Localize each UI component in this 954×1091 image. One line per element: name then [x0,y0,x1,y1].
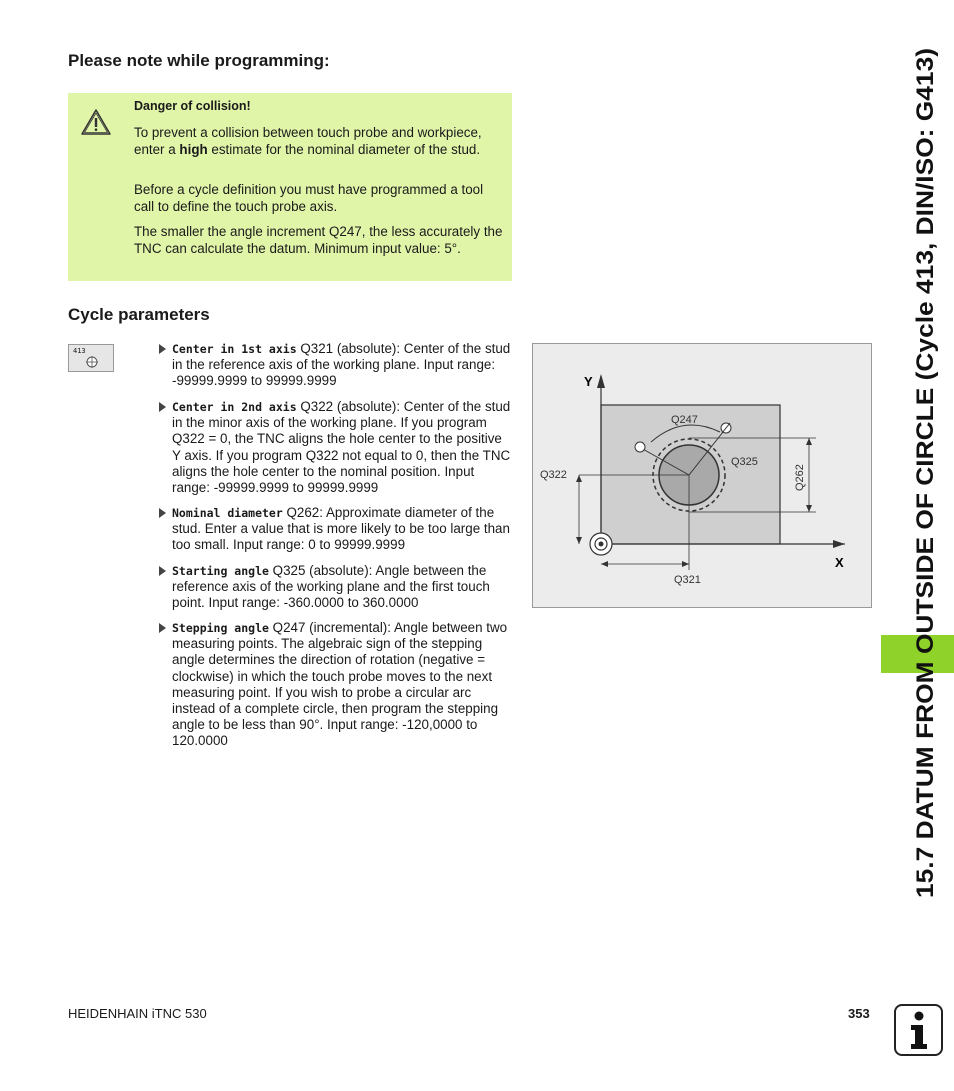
bullet-triangle-icon [159,566,166,576]
footer-product: HEIDENHAIN iTNC 530 [68,1006,207,1021]
q247-label: Q247 [671,414,698,426]
probe-point-icon [635,442,645,452]
warning-triangle-icon [80,108,112,136]
side-chapter-title [895,40,945,900]
y-axis-arrow-icon [597,374,605,388]
bullet-triangle-icon [159,402,166,412]
crosshair-circle-icon [85,355,99,369]
q262-label: Q262 [794,464,806,491]
bullet-triangle-icon [159,623,166,633]
cycle-diagram-figure [532,343,872,608]
y-axis-label: Y [584,374,593,389]
cycle-icon-label: 413 [73,347,86,355]
param-starting-angle: Starting angle Q325 (absolute): Angle between the reference axis of the working plane and the first touch point. Input range: -360.0000 to 360.0000 [158,563,512,612]
param-stepping-angle: Stepping angle Q247 (incremental): Angle between two measuring points. The algebraic sign of the stepping angle determines the direction of rotation (negative = clockwise) in which the touch probe moves to the next measuring point. If you wish to probe a circular arc instead of a complete circle, then program the stepping angle to be less than 90°. Input range: -120,0000 to 120.0000 [158,620,512,750]
param-nominal-diameter: Nominal diameter Q262: Approximate diameter of the stud. Enter a value that is more likely to be too large than too small. Input range: 0 to 99999.9999 [158,505,512,554]
page-number: 353 [848,1006,870,1021]
note-paragraph-1: To prevent a collision between touch probe and workpiece, enter a high estimate for the nominal diameter of the stud. [134,125,482,157]
note-paragraph-2: Before a cycle definition you must have programmed a tool call to define the touch probe axis. [134,182,484,214]
param-center-2nd-axis: Center in 2nd axis Q322 (absolute): Center of the stud in the minor axis of the working plane. If you program Q322 = 0, the TNC aligns the hole center to the positive Y axis. If you program Q322 not equal to 0, then the TNC aligns the hole center to the nominal position. Input range: -99999.9999 to 99999.9999 [158,399,512,496]
info-icon [894,1004,943,1056]
q325-label: Q325 [731,456,758,468]
bullet-triangle-icon [159,344,166,354]
note-paragraph-3: The smaller the angle increment Q247, the less accurately the TNC can calculate the datum. Minimum input value: 5°. [134,224,503,256]
cycle-413-softkey-icon [68,344,114,372]
q322-label: Q322 [540,469,567,481]
cycle-diagram-svg [533,344,871,607]
bullet-triangle-icon [159,508,166,518]
param-center-1st-axis: Center in 1st axis Q321 (absolute): Center of the stud in the reference axis of the working plane. Input range: -99999.9999 to 99999.9999 [158,341,512,390]
section-heading-params: Cycle parameters [68,305,210,324]
note-title: Danger of collision! [134,99,251,113]
x-axis-label: X [835,555,844,570]
side-chapter-title-text: 15.7 DATUM FROM OUTSIDE OF CIRCLE (Cycle 413, DIN/ISO: G413) [912,107,939,898]
section-heading-note: Please note while programming: [68,51,330,70]
x-axis-arrow-icon [833,540,845,548]
q321-label: Q321 [674,574,701,586]
